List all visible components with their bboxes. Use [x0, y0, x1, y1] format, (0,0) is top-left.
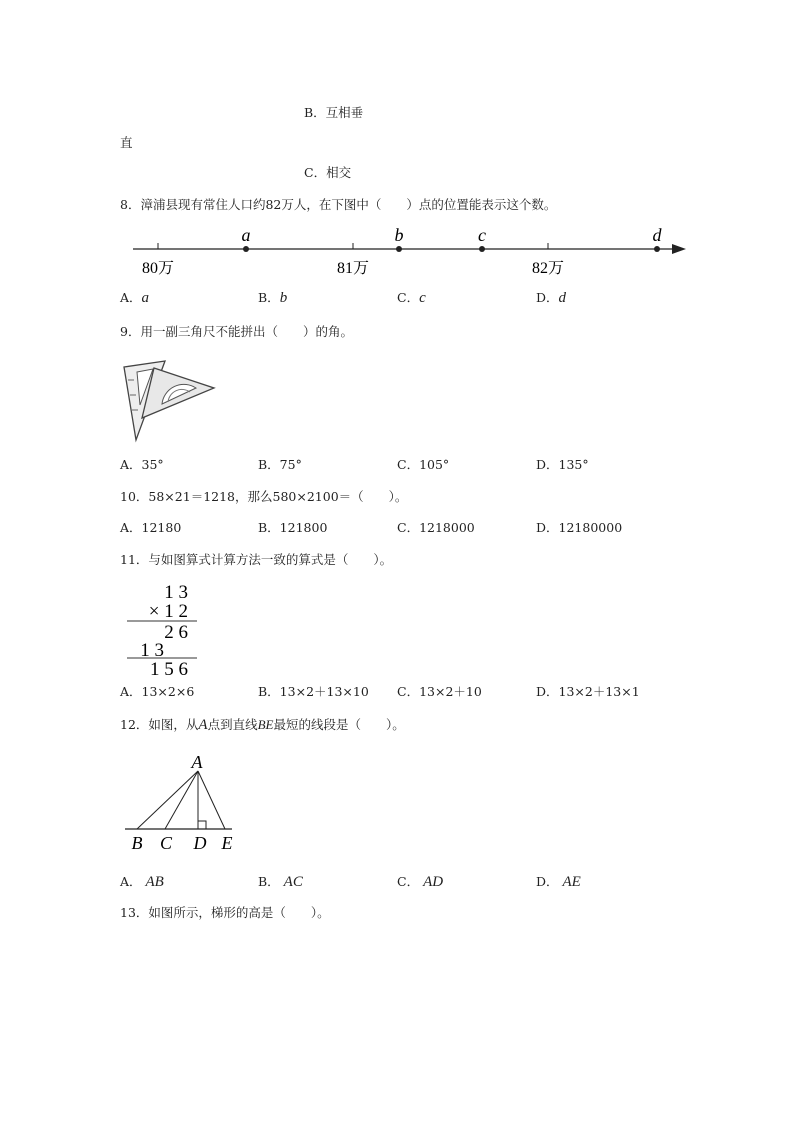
option-value: AE	[562, 874, 581, 890]
option-value: b	[279, 290, 288, 306]
q12-option-a[interactable]	[120, 874, 164, 890]
q11-option-c[interactable]: C．13×2＋10	[397, 684, 482, 699]
q12-option-c[interactable]	[397, 874, 443, 890]
stem-text: 点到直线	[207, 717, 258, 732]
q11-option-d[interactable]: D．13×2＋13×1	[536, 684, 640, 699]
svg-text:1 5 6: 1 5 6	[150, 659, 188, 680]
q11-stem: 11．与如图算式计算方法一致的算式是（ ）。	[120, 552, 393, 567]
option-key: C．	[397, 290, 420, 305]
option-value: c	[419, 290, 426, 306]
q9-option-b[interactable]: B．75°	[258, 457, 302, 472]
stem-var: BE	[257, 717, 274, 732]
q10-option-d[interactable]: D．12180000	[536, 520, 623, 535]
tick-label: 80万	[141, 260, 175, 277]
svg-text:1 3: 1 3	[164, 582, 188, 603]
svg-text:1 3: 1 3	[140, 640, 164, 661]
point-label: d	[652, 225, 662, 245]
svg-text:× 1 2: × 1 2	[148, 601, 188, 622]
svg-text:E: E	[221, 833, 233, 853]
q10-option-c[interactable]: C．1218000	[397, 520, 475, 535]
option-value: AB	[145, 874, 164, 890]
stem-text: 最短的线段是（ ）。	[273, 717, 405, 732]
point-label: c	[478, 225, 486, 245]
option-key: C．	[397, 874, 420, 889]
svg-text:B: B	[131, 833, 143, 853]
q7-option-b: B．互相垂	[304, 105, 364, 120]
svg-text:A: A	[191, 752, 203, 772]
point-label: b	[394, 225, 404, 245]
svg-text:2 6: 2 6	[164, 622, 188, 643]
q12-option-b[interactable]	[258, 874, 303, 890]
option-value: a	[141, 290, 150, 306]
q10-option-b[interactable]: B．121800	[258, 520, 328, 535]
q11-option-b[interactable]: B．13×2＋13×10	[258, 684, 369, 699]
option-value: AC	[283, 874, 303, 890]
q10-stem: 10．58×21＝1218，那么580×2100＝（ ）。	[120, 489, 408, 504]
svg-text:D: D	[193, 833, 207, 853]
option-key: D．	[536, 874, 559, 889]
option-key: B．	[258, 290, 280, 305]
option-key: A．	[120, 290, 142, 305]
q9-option-d[interactable]: D．135°	[536, 457, 589, 472]
stem-var: A	[198, 717, 208, 733]
q8-stem: 8．漳浦县现有常住人口约82万人，在下图中（ ）点的位置能表示这个数。	[120, 197, 557, 212]
q13-stem: 13．如图所示，梯形的高是（ ）。	[120, 905, 330, 920]
stem-text: 12．如图，从	[120, 717, 199, 732]
q9-stem: 9．用一副三角尺不能拼出（ ）的角。	[120, 324, 353, 339]
option-key: D．	[536, 290, 559, 305]
q7-option-b-wrap: 直	[120, 135, 133, 150]
option-key: A．	[120, 874, 142, 889]
tick-label: 82万	[531, 260, 565, 277]
option-key: B．	[258, 874, 280, 889]
tick-label: 81万	[336, 260, 370, 277]
q7-option-c: C．相交	[304, 165, 352, 180]
q9-option-c[interactable]: C．105°	[397, 457, 450, 472]
point-label: a	[241, 225, 251, 245]
q9-option-a[interactable]: A．35°	[120, 457, 164, 472]
option-value: d	[558, 290, 567, 306]
q12-option-d[interactable]	[536, 874, 581, 890]
q11-option-a[interactable]: A．13×2×6	[120, 684, 195, 699]
svg-text:C: C	[159, 833, 173, 853]
option-value: AD	[423, 874, 444, 890]
q10-option-a[interactable]: A．12180	[120, 520, 182, 535]
